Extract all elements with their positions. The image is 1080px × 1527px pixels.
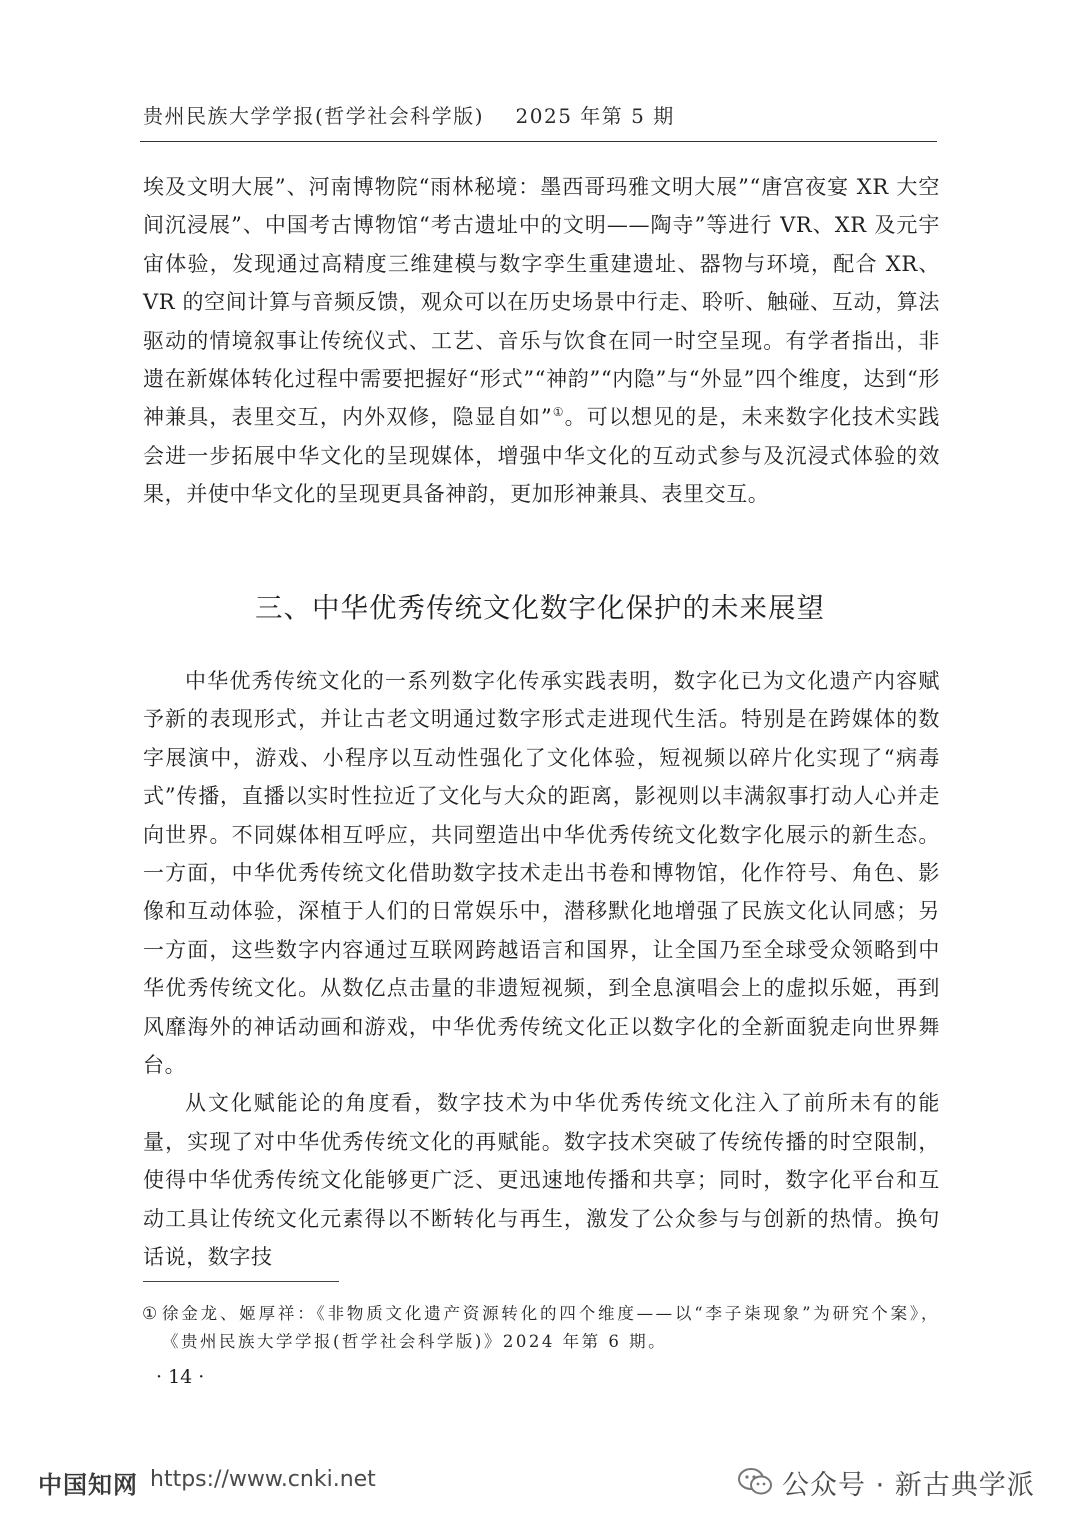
paragraph-2-block	[143, 662, 940, 1277]
page-number: · 14 ·	[156, 1366, 205, 1388]
running-header	[143, 100, 933, 129]
watermark-url[interactable]: https://www.cnki.net	[150, 1467, 376, 1492]
paragraph-2: 中华优秀传统文化的一系列数字化传承实践表明，数字化已为文化遗产内容赋予新的表现形式，并让古老文明通过数字形式走进现代生活。特别是在跨媒体的数字展演中，游戏、小程序以互动性强化了文化体验，短视频以碎片化实现了“病毒式”传播，直播以实时性拉近了文化与大众的距离，影视则以丰满叙事打动人心并走向世界。不同媒体相互呼应，共同塑造出中华优秀传统文化数字化展示的新生态。一方面，中华优秀传统文化借助数字技术走出书卷和博物馆，化作符号、角色、影像和互动体验，深植于人们的日常娱乐中，潜移默化地增强了民族文化认同感；另一方面，这些数字内容通过互联网跨越语言和国界，让全国乃至全球受众领略到中华优秀传统文化。从数亿点击量的非遗短视频，到全息演唱会上的虚拟乐姬，再到风靡海外的神话动画和游戏，中华优秀传统文化正以数字化的全新面貌走向世界舞台。	[143, 669, 940, 1078]
footnote	[142, 1300, 940, 1356]
header-rule	[140, 141, 937, 142]
watermark-source: 中国知网	[38, 1471, 138, 1499]
paragraph-1-text-cont: 。可以想见的是，未来数字化技术实践会进一步拓展中华文化的呈现媒体，增强中华文化的互动式参与及沉浸式体验的效果，并使中华文化的呈现更具备神韵，更加形神兼具、表里交互。	[143, 405, 941, 507]
paragraph-1	[143, 168, 940, 514]
footnote-mark: ①	[142, 1304, 160, 1324]
footnote-rule	[143, 1281, 339, 1282]
footnote-ref[interactable]: ①	[552, 405, 565, 420]
paragraph-1-text: 埃及文明大展”、河南博物院“雨林秘境：墨西哥玛雅文明大展”“唐宫夜宴 XR 大空间沉浸展”、中国考古博物馆“考古遗址中的文明——陶寺”等进行 VR、XR 及元宇宙体验，发现通过高精度三维建模与数字孪生重建遗址、器物与环境，配合 XR、VR 的空间计算与音频反馈，观众可以在历史场景中行走、聆听、触碰、互动，算法驱动的情境叙事让传统仪式、工艺、音乐与饮食在同一时空呈现。有学者指出，非遗在新媒体转化过程中需要把握好“形式”“神韵”“内隐”与“外显”四个维度，达到“形神兼具，表里交互，内外双修，隐显自如”	[143, 175, 940, 430]
journal-name: 贵州民族大学学报(哲学社会科学版)	[143, 104, 485, 128]
paragraph-3: 从文化赋能论的角度看，数字技术为中华优秀传统文化注入了前所未有的能量，实现了对中华优秀传统文化的再赋能。数字技术突破了传统传播的时空限制，使得中华优秀传统文化能够更广泛、更迅速地传播和共享；同时，数字化平台和互动工具让传统文化元素得以不断转化与再生，激发了公众参与与创新的热情。换句话说，数字技	[143, 1091, 940, 1270]
issue-label: 2025 年第 5 期	[515, 104, 675, 128]
footnote-text: 徐金龙、姬厚祥：《非物质文化遗产资源转化的四个维度——以“李子柒现象”为研究个案》，《贵州民族大学学报(哲学社会科学版)》2024 年第 6 期。	[162, 1304, 940, 1351]
watermark	[0, 1455, 1080, 1515]
watermark-account: 公众号 · 新古典学派	[782, 1470, 1035, 1501]
section-title: 三、中华优秀传统文化数字化保护的未来展望	[255, 592, 825, 624]
wechat-icon	[738, 1467, 772, 1497]
